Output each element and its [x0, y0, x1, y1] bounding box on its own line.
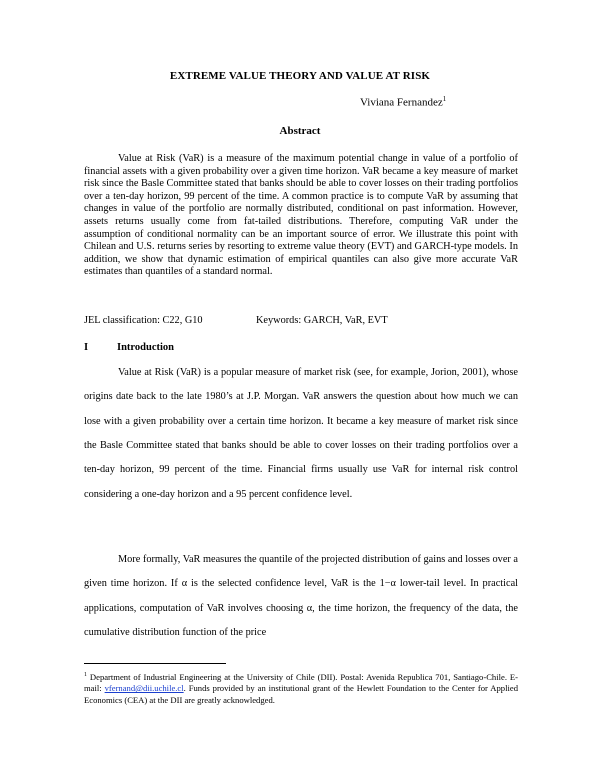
keywords: Keywords: GARCH, VaR, EVT — [256, 315, 388, 326]
author-name — [360, 95, 446, 109]
author-footnote-mark: 1 — [442, 95, 447, 103]
footnote-divider — [84, 663, 226, 664]
footnote-text-after: . Funds provided by an institutional grant of the Hewlett Foundation to the Center for Applied Economics (CEA) at the DII are greatly acknowledged. — [84, 683, 518, 705]
section-number: I — [84, 342, 89, 353]
paper-title: EXTREME VALUE THEORY AND VALUE AT RISK — [169, 70, 431, 82]
footnote-mark: 1 — [84, 672, 87, 678]
section-title: Introduction — [117, 342, 174, 353]
footnote — [84, 670, 518, 706]
footnote-text-before: Department of Industrial Engineering at the University of Chile (DII). Postal: Avenida Republica 701, Santiago-Chile. E-mail: — [84, 671, 518, 694]
abstract-heading: Abstract — [279, 125, 321, 137]
intro-paragraph-1: Value at Risk (VaR) is a popular measure of market risk (see, for example, Jorion, 2001), whose origins date back to the late 1980’s at J.P. Morgan. VaR answers the question about how much we can lose with a given probability over a certain time horizon. It became a key measure of market risk since the Basle Committee stated that banks should be able to cover losses on their trading portfolios over a ten-day horizon, 99 percent of the time. Financial firms usually use VaR for internal risk control considering a one-day horizon and a 95 percent confidence level. — [84, 367, 518, 500]
email-link[interactable]: vfernand@dii.uchile.cl — [104, 683, 184, 694]
abstract-text: Value at Risk (VaR) is a measure of the maximum potential change in value of a portfolio of financial assets with a given probability over a given time horizon. VaR became a key measure of market risk since the Basle Committee stated that banks should be able to cover losses on their trading portfolios over a ten-day horizon, 99 percent of the time. A common practice is to compute VaR by assuming that changes in value of the portfolio are normally distributed, conditional on past information. However, assets returns usually come from fat-tailed distributions. Therefore, computing VaR under the assumption of conditional normality can be an important source of error. We illustrate this point with Chilean and U.S. returns series by resorting to extreme value theory (EVT) and GARCH-type models. In addition, we show that dynamic estimation of empirical quantiles can also give more accurate VaR estimates than quantiles of a standard normal. — [84, 153, 518, 278]
intro-paragraph-2: More formally, VaR measures the quantile of the projected distribution of gains and losses over a given time horizon. If α is the selected confidence level, VaR is the 1−α lower-tail level. In practical applications, computation of VaR involves choosing α, the time horizon, the frequency of the data, the cumulative distribution function of the price — [84, 554, 518, 639]
author-name-text: Viviana Fernandez — [360, 96, 443, 109]
jel-classification: JEL classification: C22, G10 — [84, 315, 203, 326]
